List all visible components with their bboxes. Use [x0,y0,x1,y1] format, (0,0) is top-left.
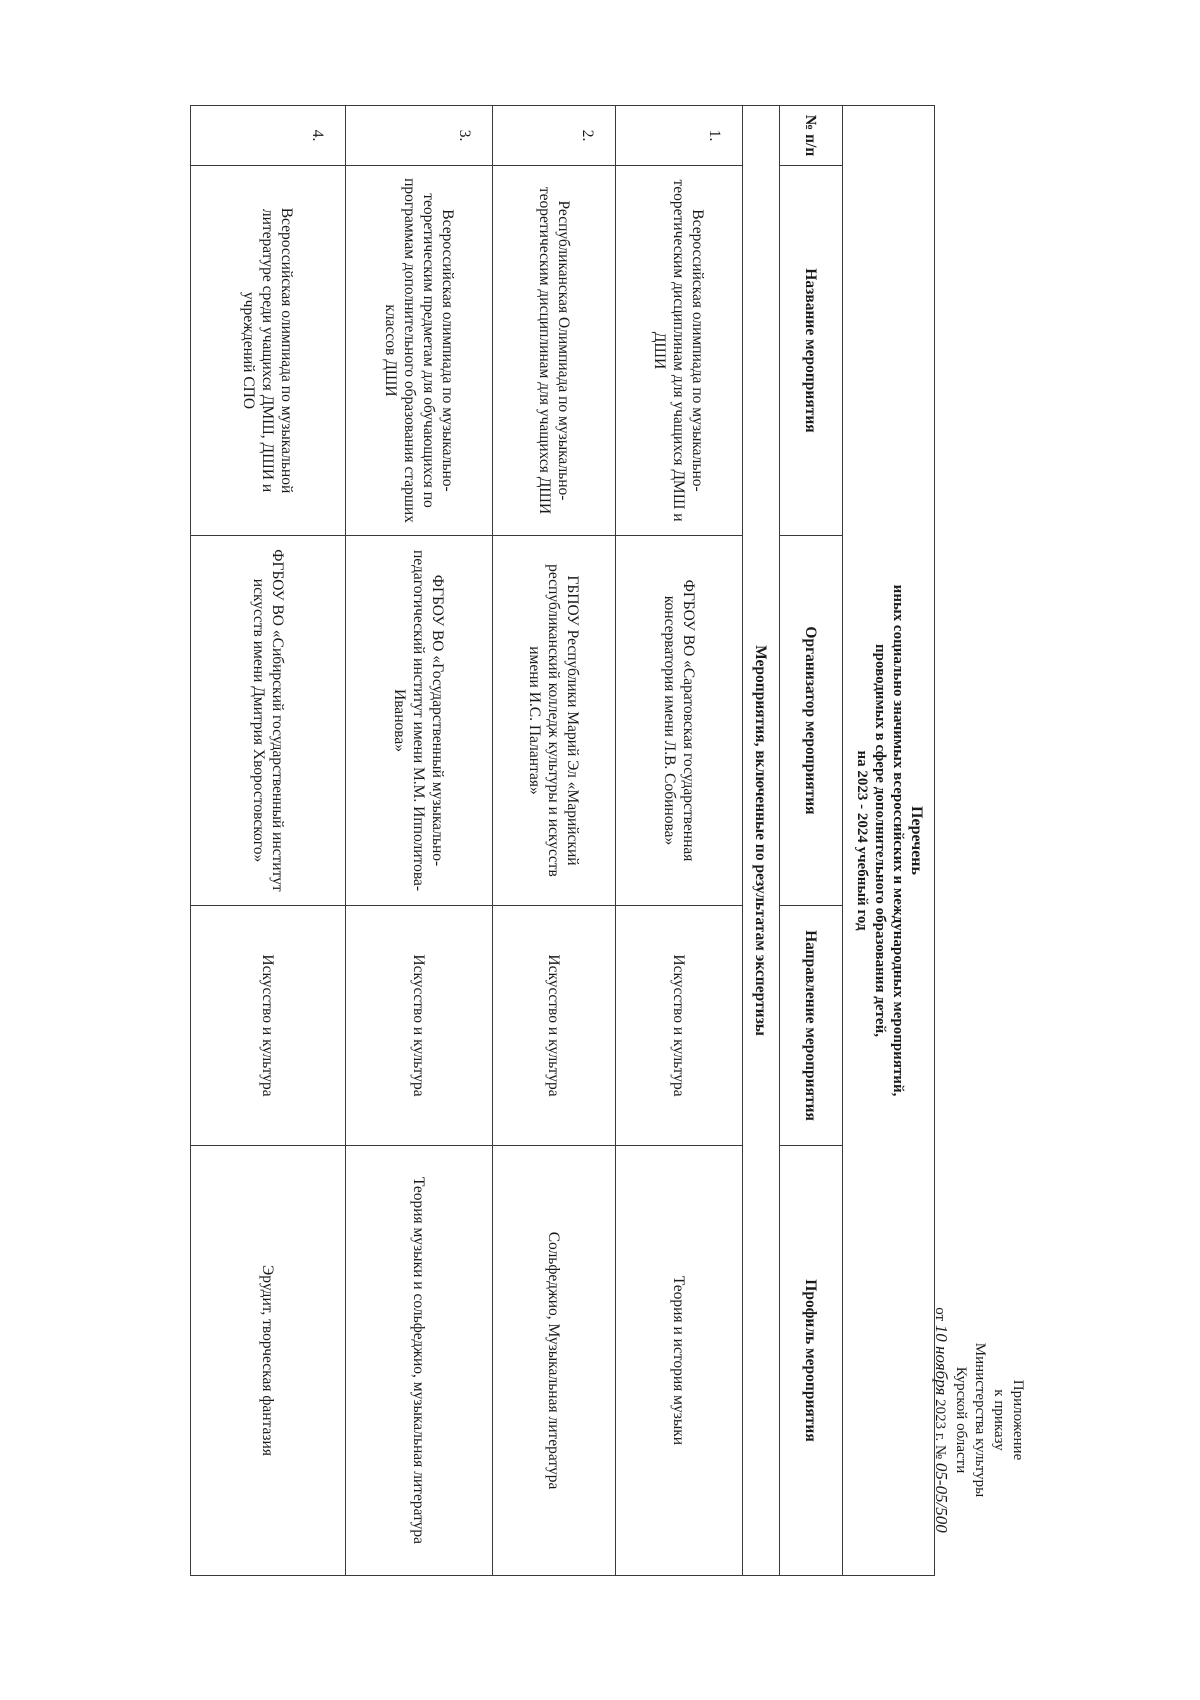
cell-organizer: ФГБОУ ВО «Государственный музыкально-педагогический институт имени М.М. Ипполитова-Иванова» [346,536,493,906]
events-table [190,105,935,1576]
col-header-direction: Направление мероприятия [780,906,843,1146]
cell-organizer: ФГБОУ ВО «Саратовская государственная консерватория имени Л.В. Собинова» [616,536,743,906]
cell-name: Всероссийская олимпиада по музыкально-теоретическим предметам для обучающихся по программам дополнительного образования старших классов ДШИ [346,166,493,536]
cell-organizer: ФГБОУ ВО «Сибирский государственный институт искусств имени Дмитрия Хворостовского» [191,536,346,906]
table-title [843,106,935,1576]
cell-num: 2. [493,106,616,166]
cell-direction: Искусство и культура [493,906,616,1146]
title-line: иных социально значимых всероссийских и международных мероприятий, [890,584,906,1097]
appendix-line: к приказу [991,1389,1007,1451]
title-line: на 2023 - 2024 учебный год [854,750,870,931]
cell-profile: Сольфеджио, Музыкальная литература [493,1146,616,1576]
cell-num: 4. [191,106,346,166]
col-header-num: № п/п [780,106,843,166]
title-heading: Перечень [908,806,925,875]
document-page [165,75,1045,1625]
section-heading: Мероприятия, включенные по результатам экспертизы [743,106,780,1576]
cell-name: Всероссийская олимпиада по музыкально-теоретическим дисциплинам для учащихся ДМШ и ДШИ [616,166,743,536]
table-row [493,106,616,1576]
table-row [616,106,743,1576]
col-header-organizer: Организатор мероприятия [780,536,843,906]
cell-direction: Искусство и культура [616,906,743,1146]
order-number: 05-05/500 [932,1462,951,1533]
cell-organizer: ГБПОУ Республики Марий Эл «Марийский республиканский колледж культуры и искусств имени И.С. Палантая» [493,536,616,906]
cell-num: 1. [616,106,743,166]
appendix-block [930,1255,1027,1585]
date-prefix: от [932,1307,948,1322]
cell-profile: Эрудит, творческая фантазия [191,1146,346,1576]
cell-num: 3. [346,106,493,166]
appendix-line: Министерства культуры [972,1342,988,1498]
col-header-name: Название мероприятия [780,166,843,536]
cell-direction: Искусство и культура [346,906,493,1146]
date-year: 2023 г. № [932,1399,948,1460]
header-row [780,106,843,1576]
appendix-line: Курской области [953,1366,969,1474]
cell-name: Республиканская Олимпиада по музыкально-теоретическим дисциплинам для учащихся ДШИ [493,166,616,536]
cell-name: Всероссийская олимпиада по музыкальной литературе среди учащихся ДМШ, ДШИ и учреждений СПО [191,166,346,536]
cell-profile: Теория и история музыки [616,1146,743,1576]
col-header-profile: Профиль мероприятия [780,1146,843,1576]
cell-profile: Теория музыки и сольфеджио, музыкальная литература [346,1146,493,1576]
table-row [191,106,346,1576]
title-line: проводимых в сфере дополнительного образования детей, [872,644,888,1037]
date-day: 10 ноября [932,1324,951,1396]
cell-direction: Искусство и культура [191,906,346,1146]
appendix-line: Приложение [1010,1379,1026,1461]
table-row [346,106,493,1576]
